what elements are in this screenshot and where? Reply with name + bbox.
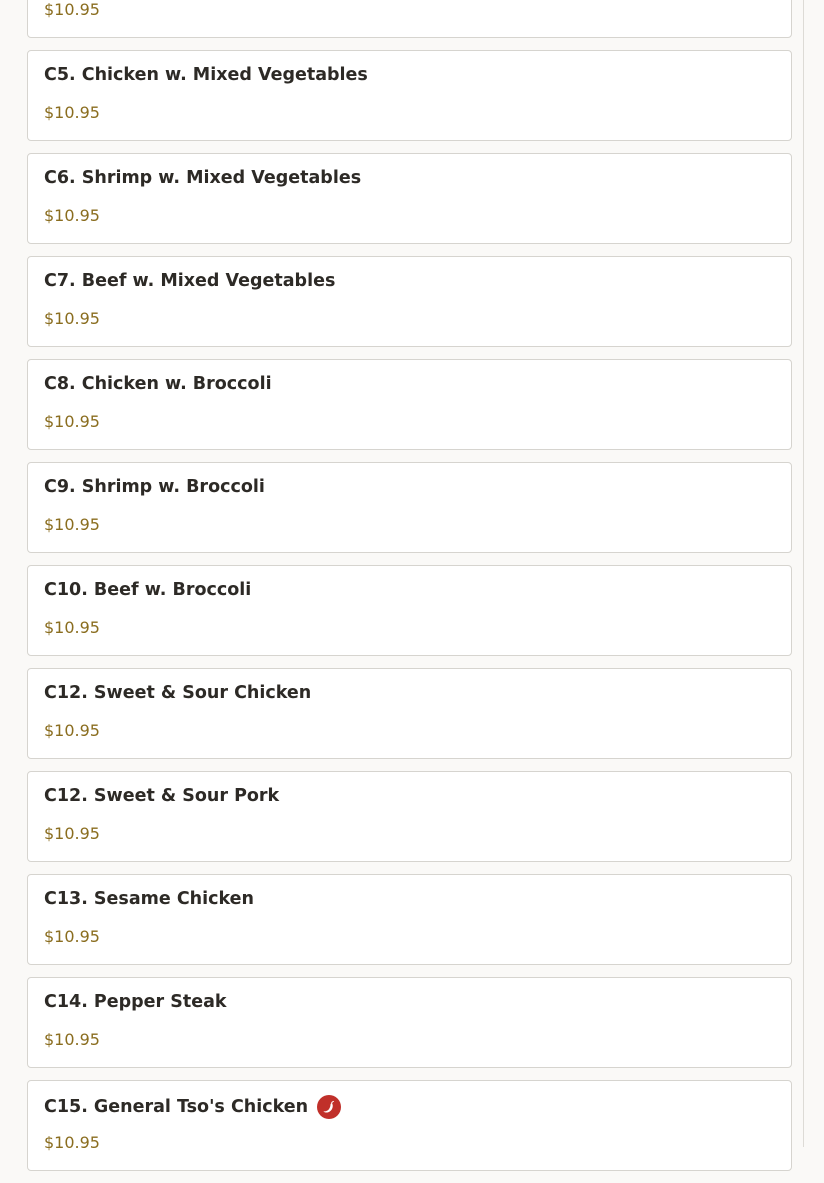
- menu-item-price: $10.95: [44, 515, 100, 534]
- menu-item-name: C7. Beef w. Mixed Vegetables: [44, 271, 336, 291]
- menu-item-card[interactable]: [27, 153, 792, 244]
- menu-item-name: C10. Beef w. Broccoli: [44, 580, 252, 600]
- menu-item-price: $10.95: [44, 1030, 100, 1049]
- menu-item-price: $10.95: [44, 309, 100, 328]
- menu-item-card[interactable]: [27, 874, 792, 965]
- menu-item-card[interactable]: [27, 256, 792, 347]
- menu-item-card[interactable]: [27, 359, 792, 450]
- menu-item-name: C5. Chicken w. Mixed Vegetables: [44, 65, 368, 85]
- menu-item-price: $10.95: [44, 927, 100, 946]
- menu-item-card[interactable]: [27, 0, 792, 38]
- menu-item-price: $10.95: [44, 824, 100, 843]
- menu-item-name: C6. Shrimp w. Mixed Vegetables: [44, 168, 362, 188]
- menu-item-name: C12. Sweet & Sour Pork: [44, 786, 280, 806]
- menu-item-list: [27, 0, 792, 1183]
- menu-item-card[interactable]: [27, 668, 792, 759]
- scrollbar-track[interactable]: [803, 0, 804, 1147]
- menu-item-name: C9. Shrimp w. Broccoli: [44, 477, 265, 497]
- spicy-pepper-icon: [317, 1095, 341, 1119]
- menu-item-price: $10.95: [44, 1133, 100, 1152]
- menu-item-card[interactable]: [27, 771, 792, 862]
- menu-item-card[interactable]: [27, 462, 792, 553]
- menu-item-price: $10.95: [44, 721, 100, 740]
- menu-item-price: $10.95: [44, 206, 100, 225]
- menu-item-name: C12. Sweet & Sour Chicken: [44, 683, 312, 703]
- menu-item-price: $10.95: [44, 0, 100, 19]
- menu-item-name: C13. Sesame Chicken: [44, 889, 254, 909]
- menu-item-name: C14. Pepper Steak: [44, 992, 227, 1012]
- menu-item-name: C8. Chicken w. Broccoli: [44, 374, 272, 394]
- menu-item-price: $10.95: [44, 103, 100, 122]
- menu-item-card[interactable]: [27, 1080, 792, 1171]
- menu-item-price: $10.95: [44, 412, 100, 431]
- menu-item-price: $10.95: [44, 618, 100, 637]
- menu-item-card[interactable]: [27, 565, 792, 656]
- menu-item-card[interactable]: [27, 50, 792, 141]
- menu-item-card[interactable]: [27, 977, 792, 1068]
- menu-item-name: C15. General Tso's Chicken: [44, 1095, 341, 1119]
